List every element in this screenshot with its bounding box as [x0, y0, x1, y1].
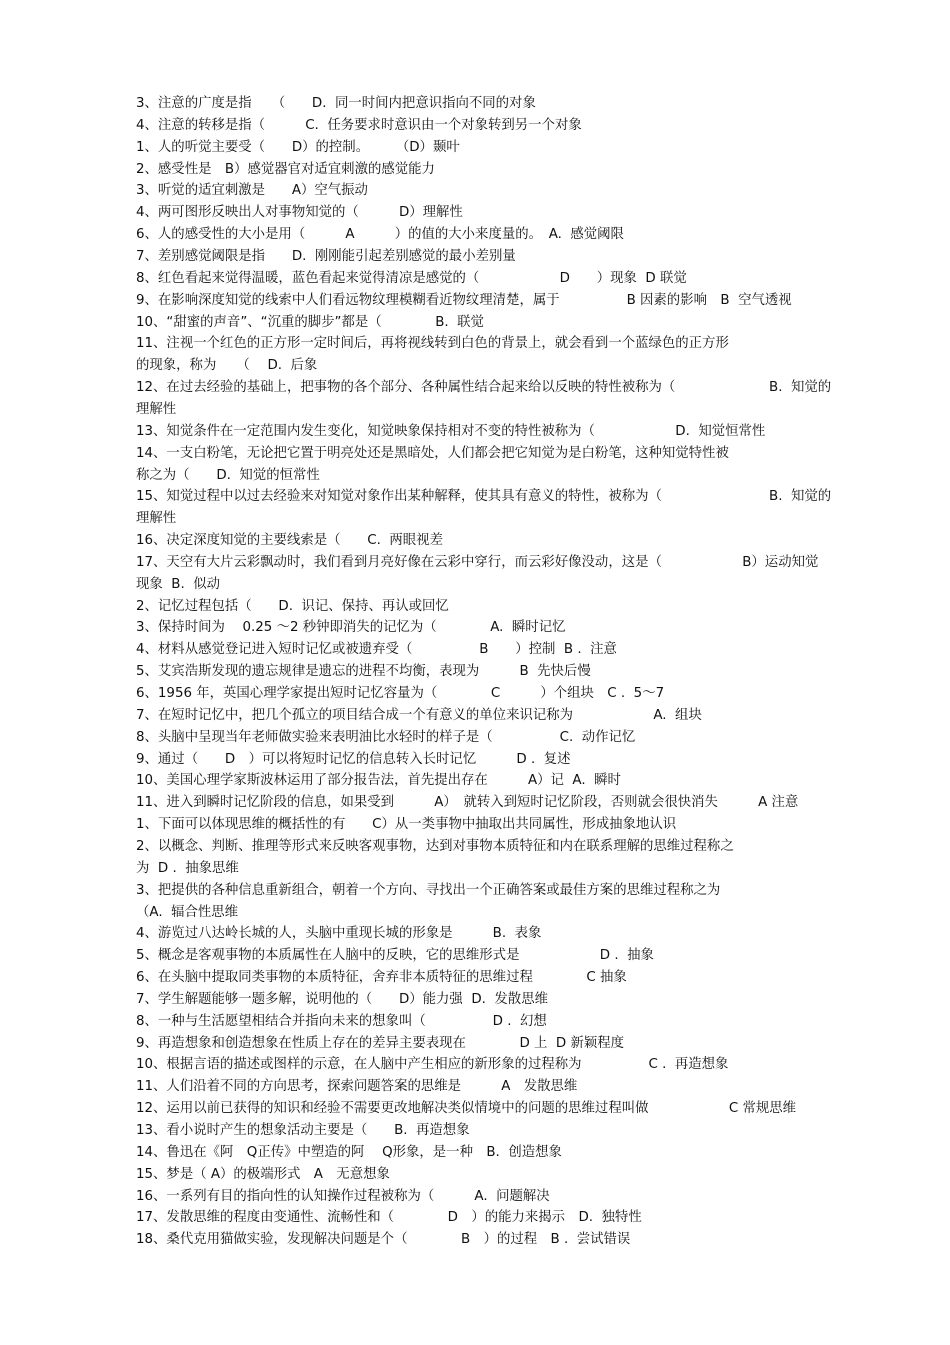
text-line: 11、人们沿着不同的方向思考，探索问题答案的思维是 A 发散思维 [136, 1079, 578, 1095]
text-line: 理解性 [136, 401, 177, 417]
text-line: 4、注意的转移是指（ C. 任务要求时意识由一个对象转到另一个对象 [136, 117, 582, 133]
text-line: 7、学生解题能够一题多解，说明他的（ D）能力强 D. 发散思维 [136, 991, 548, 1007]
text-line: 5、概念是客观事物的本质属性在人脑中的反映，它的思维形式是 D . 抽象 [136, 948, 654, 964]
text-line: 4、材料从感觉登记进入短时记忆或被遗弃受（ B ）控制 B . 注意 [136, 642, 617, 658]
text-line: 6、人的感受性的大小是用（ A ）的值的大小来度量的。 A. 感觉阈限 [136, 227, 624, 243]
text-line: 12、在过去经验的基础上，把事物的各个部分、各种属性结合起来给以反映的特性被称为（ B. 知觉的 [136, 380, 832, 396]
text-line: 9、在影响深度知觉的线索中人们看远物纹理模糊看近物纹理清楚，属于 B 因素的影响 B 空气透视 [136, 292, 792, 308]
text-line: 14、鲁迅在《阿 Q正传》中塑造的阿 Q形象，是一种 B. 创造想象 [136, 1144, 562, 1160]
text-line: 为 D . 抽象思维 [136, 860, 239, 876]
text-line: 6、在头脑中提取同类事物的本质特征，舍弃非本质特征的思维过程 C 抽象 [136, 970, 627, 985]
text-line: 3、注意的广度是指 （ D. 同一时间内把意识指向不同的对象 [136, 96, 536, 111]
text-line: 7、在短时记忆中，把几个孤立的项目结合成一个有意义的单位来识记称为 A. 组块 [136, 707, 702, 723]
text-line: 2、感受性是 B）感觉器官对适宜刺激的感觉能力 [136, 161, 435, 177]
text-line: 14、一支白粉笔，无论把它置于明亮处还是黑暗处，人们都会把它知觉为是白粉笔，这种知觉特性被 [136, 445, 729, 461]
text-line: 称之为（ D. 知觉的恒常性 [136, 467, 320, 483]
text-line: 7、差别感觉阈限是指 D. 刚刚能引起差别感觉的最小差别量 [136, 249, 516, 264]
text-line: 11、进入到瞬时记忆阶段的信息，如果受到 A） 就转入到短时记忆阶段，否则就会很快消失 A 注意 [136, 795, 799, 811]
text-line: 6、1956 年，英国心理学家提出短时记忆容量为（ C ）个组块 C . 5～7 [136, 686, 665, 701]
text-line: 3、保持时间为 0.25 ～2 秒钟即消失的记忆为（ A. 瞬时记忆 [136, 620, 566, 636]
text-line: 1、人的听觉主要受（ D）的控制。 （D）颞叶 [136, 139, 460, 155]
text-line: 10、美国心理学家斯波林运用了部分报告法，首先提出存在 A）记 A. 瞬时 [136, 773, 621, 789]
text-line: 现象 B. 似动 [136, 576, 221, 592]
text-line: 16、一系列有目的指向性的认知操作过程被称为（ A. 问题解决 [136, 1188, 550, 1204]
text-line: 8、一种与生活愿望相结合并指向未来的想象叫（ D . 幻想 [136, 1013, 547, 1029]
text-line: 4、两可图形反映出人对事物知觉的（ D）理解性 [136, 205, 463, 221]
text-line: 13、知觉条件在一定范围内发生变化，知觉映象保持相对不变的特性被称为（ D. 知觉恒常性 [136, 423, 766, 439]
text-line: 1、下面可以体现思维的概括性的有 C）从一类事物中抽取出共同属性，形成抽象地认识 [136, 817, 677, 833]
text-line: 4、游览过八达岭长城的人，头脑中重现长城的形象是 B. 表象 [136, 926, 542, 942]
text-line: 的现象，称为 （ D. 后象 [136, 358, 318, 374]
text-line: 5、艾宾浩斯发现的遗忘规律是遗忘的进程不均衡，表现为 B 先快后慢 [136, 664, 591, 680]
text-line: 15、知觉过程中以过去经验来对知觉对象作出某种解释，使其具有意义的特性，被称为（ B. 知觉的 [136, 489, 832, 505]
text-line: 2、记忆过程包括（ D. 识记、保持、再认或回忆 [136, 598, 449, 614]
text-line: 17、天空有大片云彩飘动时，我们看到月亮好像在云彩中穿行，而云彩好像没动，这是（ B）运动知觉 [136, 554, 819, 570]
text-line: 理解性 [136, 511, 177, 527]
text-line: 9、再造想象和创造想象在性质上存在的差异主要表现在 D 上 D 新颖程度 [136, 1035, 625, 1051]
text-line: 3、听觉的适宜刺激是 A）空气振动 [136, 183, 368, 199]
text-line: 10、根据言语的描述或图样的示意，在人脑中产生相应的新形象的过程称为 C . 再造想象 [136, 1057, 729, 1073]
text-line: 10、“甜蜜的声音”、“沉重的脚步”都是（ B. 联觉 [136, 314, 484, 330]
text-line: 8、红色看起来觉得温暖，蓝色看起来觉得清凉是感觉的（ D ）现象 D 联觉 [136, 270, 687, 286]
text-line: 18、桑代克用猫做实验，发现解决问题是个（ B ）的过程 B . 尝试错误 [136, 1232, 631, 1248]
text-line: 11、注视一个红色的正方形一定时间后，再将视线转到白色的背景上，就会看到一个蓝绿色的正方形 [136, 336, 729, 352]
text-line: 16、决定深度知觉的主要线索是（ C. 两眼视差 [136, 533, 443, 548]
text-line: 9、通过（ D ）可以将短时记忆的信息转入长时记忆 D . 复述 [136, 751, 571, 767]
text-line: 13、看小说时产生的想象活动主要是（ B. 再造想象 [136, 1123, 470, 1138]
text-line: 17、发散思维的程度由变通性、流畅性和（ D ）的能力来揭示 D. 独特性 [136, 1210, 642, 1226]
text-line: 15、梦是（ A）的极端形式 A 无意想象 [136, 1166, 390, 1182]
text-line: 3、把提供的各种信息重新组合，朝着一个方向、寻找出一个正确答案或最佳方案的思维过程称之为 [136, 882, 721, 898]
text-line: 2、以概念、判断、推理等形式来反映客观事物，达到对事物本质特征和内在联系理解的思维过程称之 [136, 838, 734, 854]
text-line: 12、运用以前已获得的知识和经验不需要更改地解决类似情境中的问题的思维过程叫做 C 常规思维 [136, 1101, 797, 1117]
text-line: 8、头脑中呈现当年老师做实验来表明油比水轻时的样子是（ C. 动作记忆 [136, 729, 636, 745]
text-line: （A. 辐合性思维 [136, 904, 239, 920]
